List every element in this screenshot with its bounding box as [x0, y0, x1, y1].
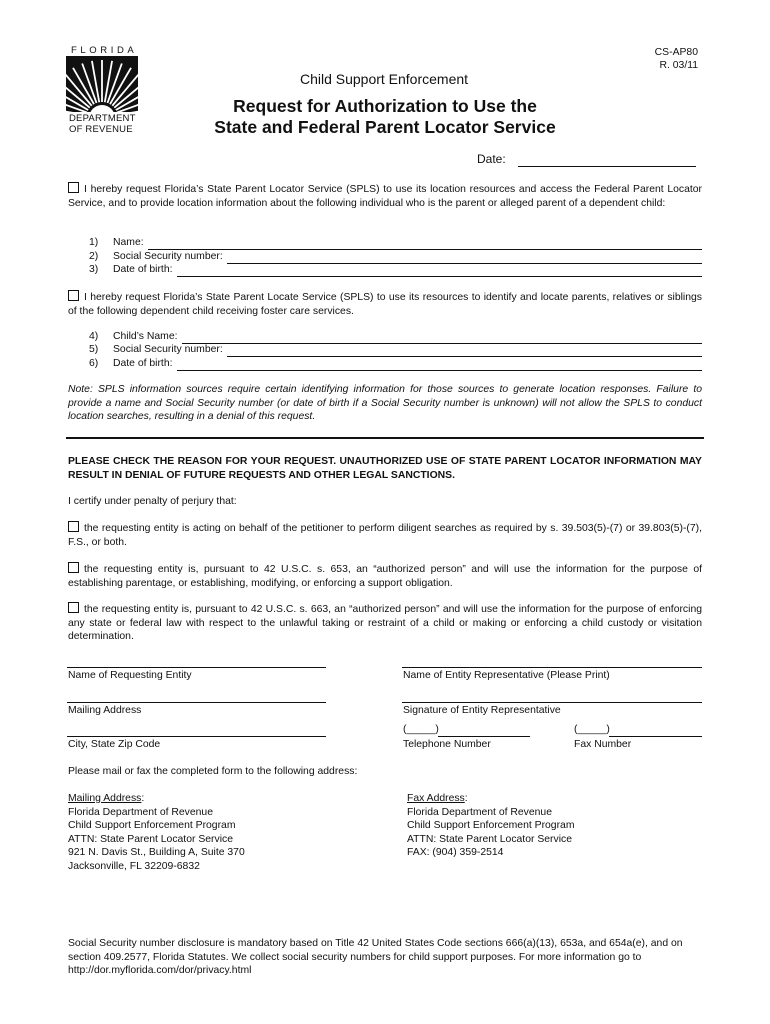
field-label: Social Security number:: [113, 344, 223, 355]
mail-instruction: Please mail or fax the completed form to the following address:: [68, 766, 358, 777]
mailing-address-label: Mailing Address: [68, 705, 142, 716]
date-field: [477, 153, 696, 167]
certify-text: I certify under penalty of perjury that:: [68, 496, 237, 507]
entity-representative-label: Name of Entity Representative (Please Print): [403, 670, 610, 681]
reason-2: [68, 562, 702, 590]
date-input-line[interactable]: [518, 154, 696, 167]
field-line[interactable]: [182, 333, 703, 344]
field-number: 6): [89, 358, 99, 369]
fax-line[interactable]: [609, 736, 702, 737]
telephone-area-code: (_____): [403, 724, 439, 735]
fax-line: Child Support Enforcement Program: [407, 820, 575, 831]
field-child-ssn[interactable]: [89, 343, 702, 357]
field-child-name[interactable]: [89, 330, 702, 344]
page-title: [150, 96, 620, 138]
logo-department-line1: DEPARTMENT: [69, 113, 136, 124]
reason-2-text: the requesting entity is, pursuant to 42 U.S.C. s. 653, an “authorized person” and will use the information for the purpose of establishing parentage, or establishing, modifying, or enforcing a support obligation.: [68, 564, 702, 589]
form-number: CS-AP80: [654, 47, 698, 58]
title-line1: Request for Authorization to Use the: [233, 96, 537, 116]
field-number: 5): [89, 344, 99, 355]
mailing-line: Jacksonville, FL 32209-6832: [68, 860, 200, 872]
reason-3-text: the requesting entity is, pursuant to 42 U.S.C. s. 663, an “authorized person” and will use the information for the purpose of enforcing any state or federal law with respect to the unlawful taking or restraint of a child or making or enforcing a child custody or visitation determination.: [68, 604, 702, 642]
footer-disclosure: Social Security number disclosure is mandatory based on Title 42 United States Code sections 666(a)(13), 653a, and 654a(e), and on section 409.2577, Florida Statutes. We collect social security numbers for child support purposes. For more information go to http://dor.myflorida.com/dor/privacy.html: [68, 938, 683, 976]
field-number: 4): [89, 331, 99, 342]
form-revision: R. 03/11: [659, 60, 698, 71]
field-number: 1): [89, 237, 99, 248]
section2-request: [68, 290, 702, 318]
fax-label: Fax Number: [574, 739, 632, 750]
form-id: [655, 46, 698, 72]
field-line[interactable]: [227, 346, 702, 357]
field-line[interactable]: [227, 253, 702, 264]
note-text: Note: SPLS information sources require certain identifying information for those sources to generate location responses. Failure to provide a name and Social Security number (or date of birth if a Social Security number is unknown) will not allow the SPLS to conduct location searches, resulting in a denial of this request.: [68, 384, 702, 422]
field-line[interactable]: [177, 360, 703, 371]
field-number: 3): [89, 264, 99, 275]
date-label: Date:: [477, 152, 506, 166]
telephone-label: Telephone Number: [403, 739, 491, 750]
reason-1-checkbox[interactable]: [68, 521, 79, 532]
fax-line: FAX: (904) 359-2514: [407, 847, 504, 858]
logo-florida-text: FLORIDA: [71, 45, 138, 56]
reason-3-checkbox[interactable]: [68, 602, 79, 613]
mailing-heading: Mailing Address:: [68, 793, 145, 804]
title-line2: State and Federal Parent Locator Service: [214, 117, 556, 137]
reason-1-text: the requesting entity is acting on behalf of the petitioner to perform diligent searches as required by s. 39.503(5)-(7) or 39.803(5)-(7), F.S., or both.: [68, 523, 702, 548]
fax-area-code: (_____): [574, 724, 610, 735]
mailing-line: 921 N. Davis St., Building A, Suite 370: [68, 847, 245, 858]
telephone-line[interactable]: [438, 736, 530, 737]
field-line[interactable]: [148, 239, 702, 250]
section1-text: I hereby request Florida’s State Parent Locator Service (SPLS) to use its location resources and access the Federal Parent Locator Service, and to provide location information about the following individual who is the parent or alleged parent of a dependent child:: [68, 184, 702, 209]
field-label: Name:: [113, 237, 144, 248]
mailing-address-block: [68, 792, 245, 873]
section1-checkbox[interactable]: [68, 182, 79, 193]
field-line[interactable]: [177, 266, 703, 277]
entity-representative-line[interactable]: [402, 667, 702, 668]
fax-line: ATTN: State Parent Locator Service: [407, 833, 572, 845]
mailing-address-line[interactable]: [67, 702, 326, 703]
sunburst-logo-icon: [66, 56, 138, 118]
signature-label: Signature of Entity Representative: [403, 705, 561, 716]
warning-text: PLEASE CHECK THE REASON FOR YOUR REQUEST. UNAUTHORIZED USE OF STATE PARENT LOCATOR INFORMATION MAY RESULT IN DENIAL OF FUTURE REQUESTS AND OTHER LEGAL SANCTIONS.: [68, 456, 702, 481]
mailing-line: Florida Department of Revenue: [68, 806, 213, 818]
agency-name: Child Support Enforcement: [299, 71, 469, 87]
city-state-zip-label: City, State Zip Code: [68, 739, 161, 750]
field-label: Social Security number:: [113, 251, 223, 262]
field-name[interactable]: [89, 236, 702, 250]
requesting-entity-line[interactable]: [67, 667, 326, 668]
divider: [66, 437, 704, 439]
reason-1: [68, 521, 702, 549]
reason-2-checkbox[interactable]: [68, 562, 79, 573]
field-label: Date of birth:: [113, 358, 173, 369]
section2-checkbox[interactable]: [68, 290, 79, 301]
requesting-entity-label: Name of Requesting Entity: [68, 670, 192, 681]
logo-department-line2: OF REVENUE: [69, 124, 133, 135]
mailing-line: Child Support Enforcement Program: [68, 820, 236, 831]
field-child-dob[interactable]: [89, 357, 702, 371]
field-dob[interactable]: [89, 263, 702, 277]
fax-line: Florida Department of Revenue: [407, 806, 552, 818]
reason-3: [68, 602, 702, 644]
section1-request: [68, 182, 702, 210]
fax-heading: Fax Address:: [407, 793, 468, 804]
city-state-zip-line[interactable]: [67, 736, 326, 737]
section2-text: I hereby request Florida’s State Parent Locate Service (SPLS) to use its resources to identify and locate parents, relatives or siblings of the following dependent child receiving foster care services.: [68, 292, 702, 317]
field-label: Child’s Name:: [113, 331, 178, 342]
logo-department-text: [69, 113, 136, 135]
field-ssn[interactable]: [89, 250, 702, 264]
mailing-line: ATTN: State Parent Locator Service: [68, 833, 233, 845]
field-label: Date of birth:: [113, 264, 173, 275]
field-number: 2): [89, 251, 99, 262]
fax-address-block: [407, 792, 574, 860]
signature-line[interactable]: [402, 702, 702, 703]
